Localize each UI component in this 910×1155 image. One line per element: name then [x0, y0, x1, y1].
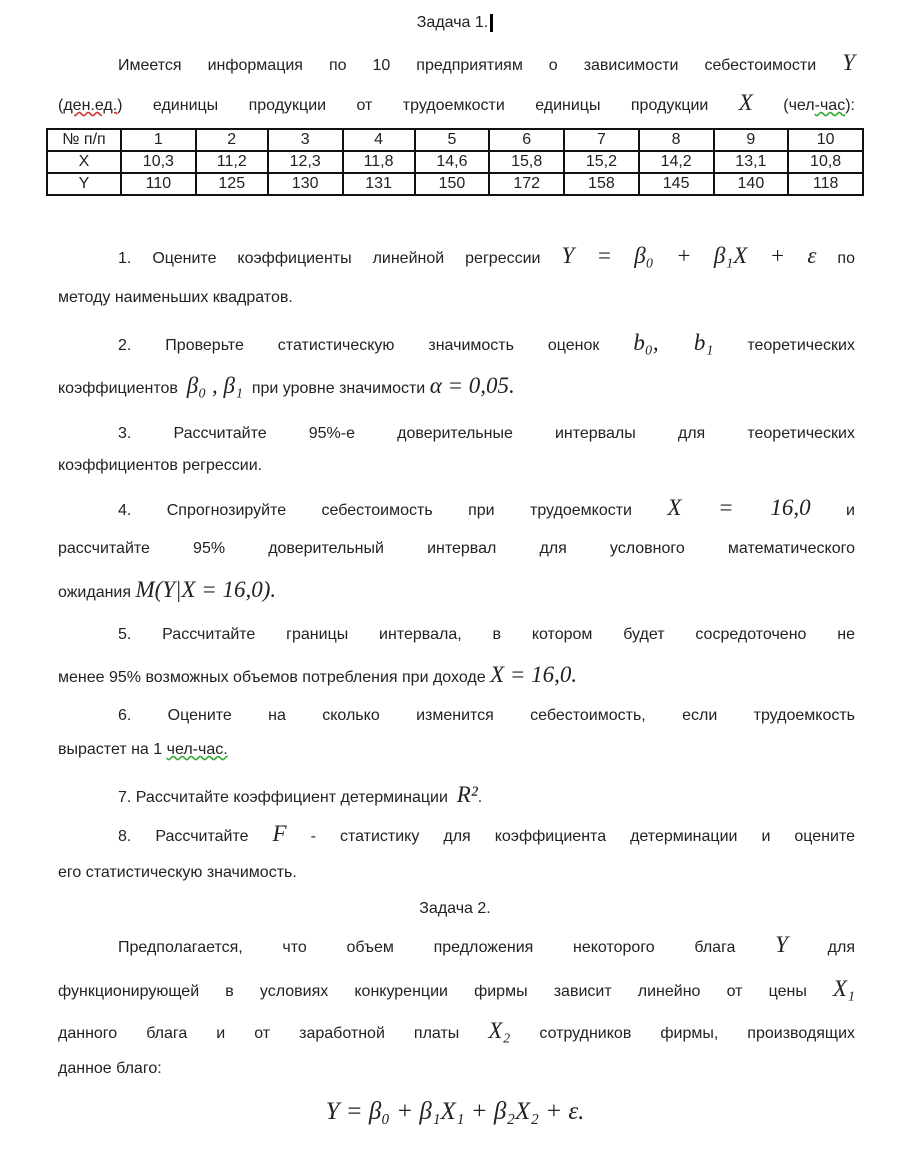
item-3-line2: коэффициентов регрессии.: [58, 457, 263, 474]
table-cell: 14,2: [639, 151, 714, 173]
task2-line4: данное благо:: [58, 1060, 162, 1077]
item-3-line1: 3. Рассчитайте 95%-е доверительные интервалы для теоретических: [118, 425, 855, 442]
table-cell: 8: [639, 129, 714, 151]
table-cell: 15,8: [489, 151, 564, 173]
item-6-line1: 6. Оцените на сколько изменится себестоимость, если трудоемкость: [118, 707, 855, 724]
table-cell: 14,6: [415, 151, 490, 173]
data-table: [46, 128, 864, 196]
text-cursor: [490, 14, 493, 32]
task2-title: Задача 2.: [419, 900, 491, 917]
table-cell: 1: [121, 129, 196, 151]
table-header-row: [47, 129, 863, 151]
task2-line1: Предполагается, что объем предложения некоторого блага Y для: [118, 932, 856, 957]
item-6-line2: вырастет на 1 чел-час.: [58, 741, 228, 758]
task1-title: Задача 1.: [0, 12, 910, 34]
task2-line3: данного блага и от заработной платы X₂ сотрудников фирмы, производящих: [58, 1018, 856, 1043]
table-cell: 15,2: [564, 151, 639, 173]
task1-intro-line2: (ден.ед.) единицы продукции от трудоемкости единицы продукции X (чел-час):: [58, 90, 855, 115]
item-1-line2: методу наименьших квадратов.: [58, 289, 293, 306]
table-cell: 3: [268, 129, 343, 151]
table-row-x: [47, 151, 863, 173]
table-cell: 5: [415, 129, 490, 151]
table-cell: Y: [47, 173, 121, 195]
table-cell: 11,2: [196, 151, 268, 173]
table-cell: 172: [489, 173, 564, 195]
task2-line2: функционирующей в условиях конкуренции фирмы зависит линейно от цены X₁: [58, 976, 856, 1001]
table-cell: 9: [714, 129, 789, 151]
table-cell: № п/п: [47, 129, 121, 151]
item-5-line1: 5. Рассчитайте границы интервала, в котором будет сосредоточено не: [118, 626, 855, 643]
item-2-line1: 2. Проверьте статистическую значимость оценок b₀, b₁ теоретических: [118, 330, 855, 355]
table-cell: 12,3: [268, 151, 343, 173]
table-cell: 145: [639, 173, 714, 195]
table-cell: 10,8: [788, 151, 863, 173]
table-cell: 130: [268, 173, 343, 195]
table-cell: 118: [788, 173, 863, 195]
task2-formula: Y = β₀ + β₁X₁ + β₂X₂ + ε.: [325, 1098, 585, 1125]
table-cell: 7: [564, 129, 639, 151]
item-8-line2: его статистическую значимость.: [58, 864, 297, 881]
table-cell: 2: [196, 129, 268, 151]
item-7: 7. Рассчитайте коэффициент детерминации R².: [118, 782, 483, 807]
table-cell: 158: [564, 173, 639, 195]
item-8-line1: 8. Рассчитайте F - статистику для коэффициента детерминации и оцените: [118, 821, 856, 846]
table-cell: 11,8: [343, 151, 415, 173]
table-cell: 131: [343, 173, 415, 195]
table-cell: 150: [415, 173, 490, 195]
table-cell: 110: [121, 173, 196, 195]
table-cell: 10,3: [121, 151, 196, 173]
item-1-line1: 1. Оцените коэффициенты линейной регрессии Y = β₀ + β₁X + ε по: [118, 243, 855, 268]
table-row-y: [47, 173, 863, 195]
item-2-line2: коэффициентов β₀ , β₁ при уровне значимости α = 0,05.: [58, 373, 515, 398]
table-cell: 6: [489, 129, 564, 151]
table-cell: 4: [343, 129, 415, 151]
item-4-line2: рассчитайте 95% доверительный интервал для условного математического: [58, 540, 855, 557]
table-cell: 10: [788, 129, 863, 151]
table-cell: 125: [196, 173, 268, 195]
item-4-line1: 4. Спрогнозируйте себестоимость при трудоемкости X = 16,0 и: [118, 495, 855, 520]
item-4-line3: ожидания M(Y|X = 16,0).: [58, 577, 277, 602]
table-cell: 13,1: [714, 151, 789, 173]
item-5-line2: менее 95% возможных объемов потребления при доходе X = 16,0.: [58, 662, 578, 687]
task1-intro-line1: Имеется информация по 10 предприятиям о зависимости себестоимости Y: [118, 50, 855, 75]
table-cell: X: [47, 151, 121, 173]
table-cell: 140: [714, 173, 789, 195]
